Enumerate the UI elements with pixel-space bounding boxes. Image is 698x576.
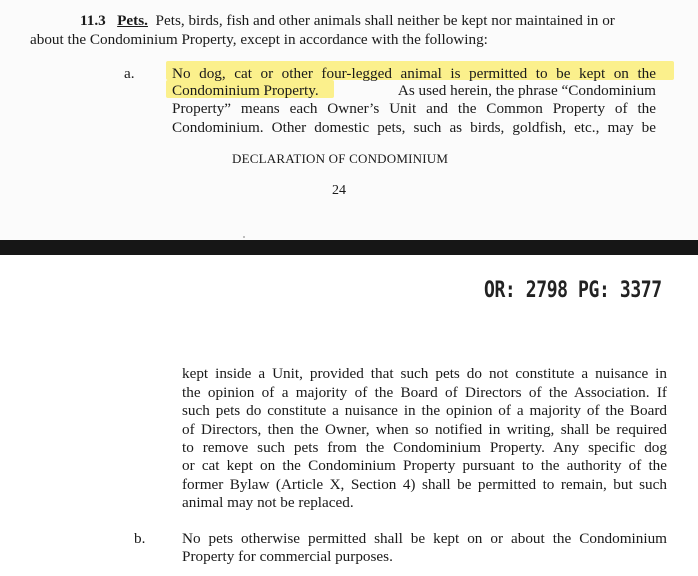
section-11-3-line-1 [80,11,658,30]
section-intro-text: Pets, birds, fish and other animals shall neither be kept nor maintained in or [155,12,615,29]
page-divider-bar [0,240,698,255]
document-page-bottom [0,255,698,576]
continuation-line-3: such pets do constitute a nuisance in the opinion of a majority of the Board [182,402,667,419]
item-a-line-3: Property” means each Owner’s Unit and the Common Property of the [172,100,656,117]
page-footer-title: DECLARATION OF CONDOMINIUM [232,151,449,166]
continuation-line-4: of Directors, then the Owner, when so notified in writing, shall be required [182,421,667,438]
item-a-line-2-highlighted: Condominium Property. [172,82,319,99]
item-a-line-2 [172,81,656,100]
item-a-line-2-rest: As used herein, the phrase “Condominium [397,82,656,99]
official-record-stamp: OR: 2798 PG: 3377 [484,278,662,303]
document-page-top [0,0,698,240]
continuation-line-2: the opinion of a majority of the Board of Directors of the Association. If [182,384,667,401]
continuation-line-7: former Bylaw (Article X, Section 4) shall be permitted to remain, but such [182,476,667,493]
item-a-line-1: No dog, cat or other four-legged animal is permitted to be kept on the [172,65,656,82]
continuation-line-6: or cat kept on the Condominium Property pursuant to the authority of the [182,457,667,474]
continuation-line-1: kept inside a Unit, provided that such pets do not constitute a nuisance in [182,365,667,382]
item-b-line-1: No pets otherwise permitted shall be kept on or about the Condominium [182,530,667,547]
continuation-line-8: animal may not be replaced. [182,494,354,511]
item-b-line-2: Property for commercial purposes. [182,548,393,565]
section-heading: Pets. [117,12,148,29]
page-number: 24 [332,183,346,198]
scan-speck [243,236,245,238]
section-intro-line-2: about the Condominium Property, except in accordance with the following: [30,31,488,48]
item-b-label: b. [134,530,146,547]
continuation-line-5: to remove such pets from the Condominium Property. Any specific dog [182,439,667,456]
item-a-label: a. [124,65,135,82]
item-a-line-4: Condominium. Other domestic pets, such as birds, goldfish, etc., may be [172,119,656,136]
section-number: 11.3 [80,12,106,29]
